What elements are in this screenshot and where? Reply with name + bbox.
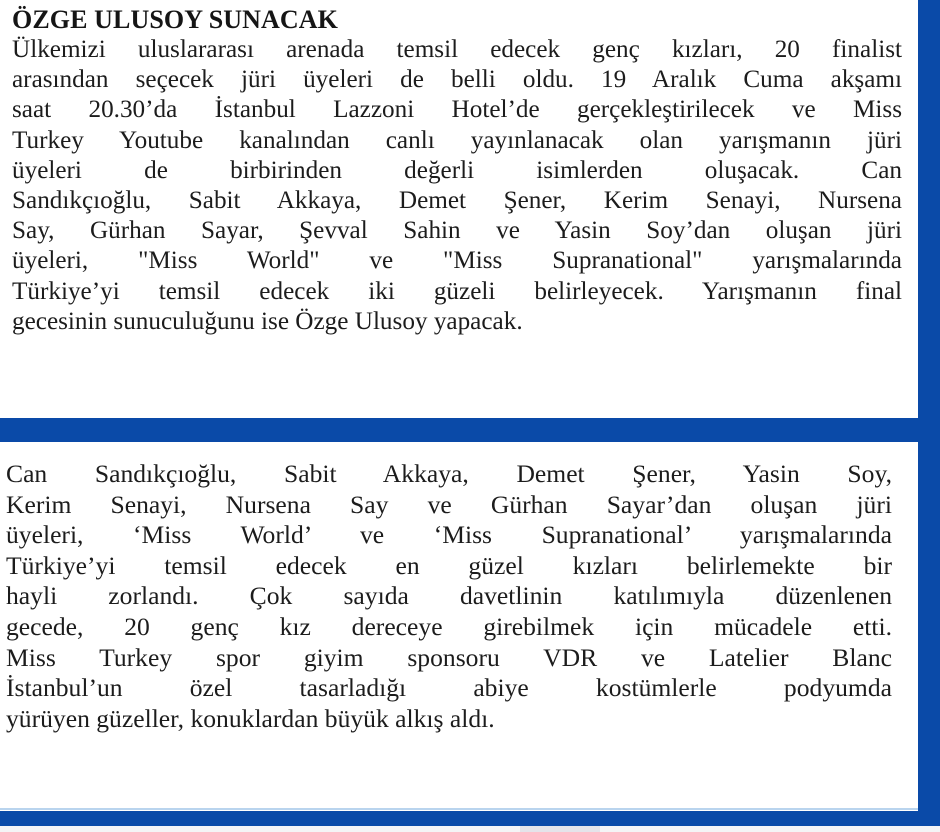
faded-image-fragment bbox=[520, 826, 600, 832]
text-line: Turkey Youtube kanalından canlı yayınlanacak olan yarışmanın jüri bbox=[12, 126, 902, 154]
text-line: Sandıkçıoğlu, Sabit Akkaya, Demet Şener, Kerim Senayi, Nursena bbox=[12, 187, 902, 215]
text-line: üyeleri de birbirinden değerli isimlerden oluşacak. Can bbox=[12, 156, 902, 184]
text-line: Türkiye’yi temsil edecek en güzel kızları belirlemekte bir bbox=[6, 550, 892, 580]
text-line: üyeleri, ‘Miss World’ ve ‘Miss Supranational’ yarışmalarında bbox=[6, 520, 892, 550]
article-bottom-panel bbox=[0, 442, 918, 810]
blue-bottom-band bbox=[0, 811, 940, 826]
text-line: yürüyen güzeller, konuklardan büyük alkış aldı. bbox=[6, 703, 495, 733]
text-line: Say, Gürhan Sayar, Şevval Sahin ve Yasin Soy’dan oluşan jüri bbox=[12, 217, 902, 245]
text-line: Kerim Senayi, Nursena Say ve Gürhan Sayar’dan oluşan jüri bbox=[6, 489, 892, 519]
article-bottom-body bbox=[6, 459, 892, 734]
page-bottom-strip bbox=[0, 826, 940, 832]
text-line: gecesinin sunuculuğunu ise Özge Ulusoy yapacak. bbox=[12, 307, 523, 335]
text-line: arasından seçecek jüri üyeleri de belli oldu. 19 Aralık Cuma akşamı bbox=[12, 66, 902, 94]
text-line: Türkiye’yi temsil edecek iki güzeli belirleyecek. Yarışmanın final bbox=[12, 277, 902, 305]
text-line: hayli zorlandı. Çok sayıda davetlinin katılımıyla düzenlenen bbox=[6, 581, 892, 611]
article-top-body bbox=[12, 35, 902, 337]
text-line: üyeleri, "Miss World" ve "Miss Supranational" yarışmalarında bbox=[12, 247, 902, 275]
blue-separator-band bbox=[0, 418, 940, 442]
article-title: ÖZGE ULUSOY SUNACAK bbox=[12, 5, 338, 34]
article-top-panel bbox=[0, 0, 918, 418]
text-line: gecede, 20 genç kız dereceye girebilmek için mücadele etti. bbox=[6, 611, 892, 641]
text-line: Miss Turkey spor giyim sponsoru VDR ve Latelier Blanc bbox=[6, 642, 892, 672]
text-line: İstanbul’un özel tasarladığı abiye kostümlerle podyumda bbox=[6, 673, 892, 703]
text-line: Ülkemizi uluslararası arenada temsil edecek genç kızları, 20 finalist bbox=[12, 36, 902, 63]
right-blue-border bbox=[918, 0, 940, 826]
text-line: Can Sandıkçıoğlu, Sabit Akkaya, Demet Şener, Yasin Soy, bbox=[6, 459, 892, 488]
text-line: saat 20.30’da İstanbul Lazzoni Hotel’de gerçekleştirilecek ve Miss bbox=[12, 96, 902, 124]
